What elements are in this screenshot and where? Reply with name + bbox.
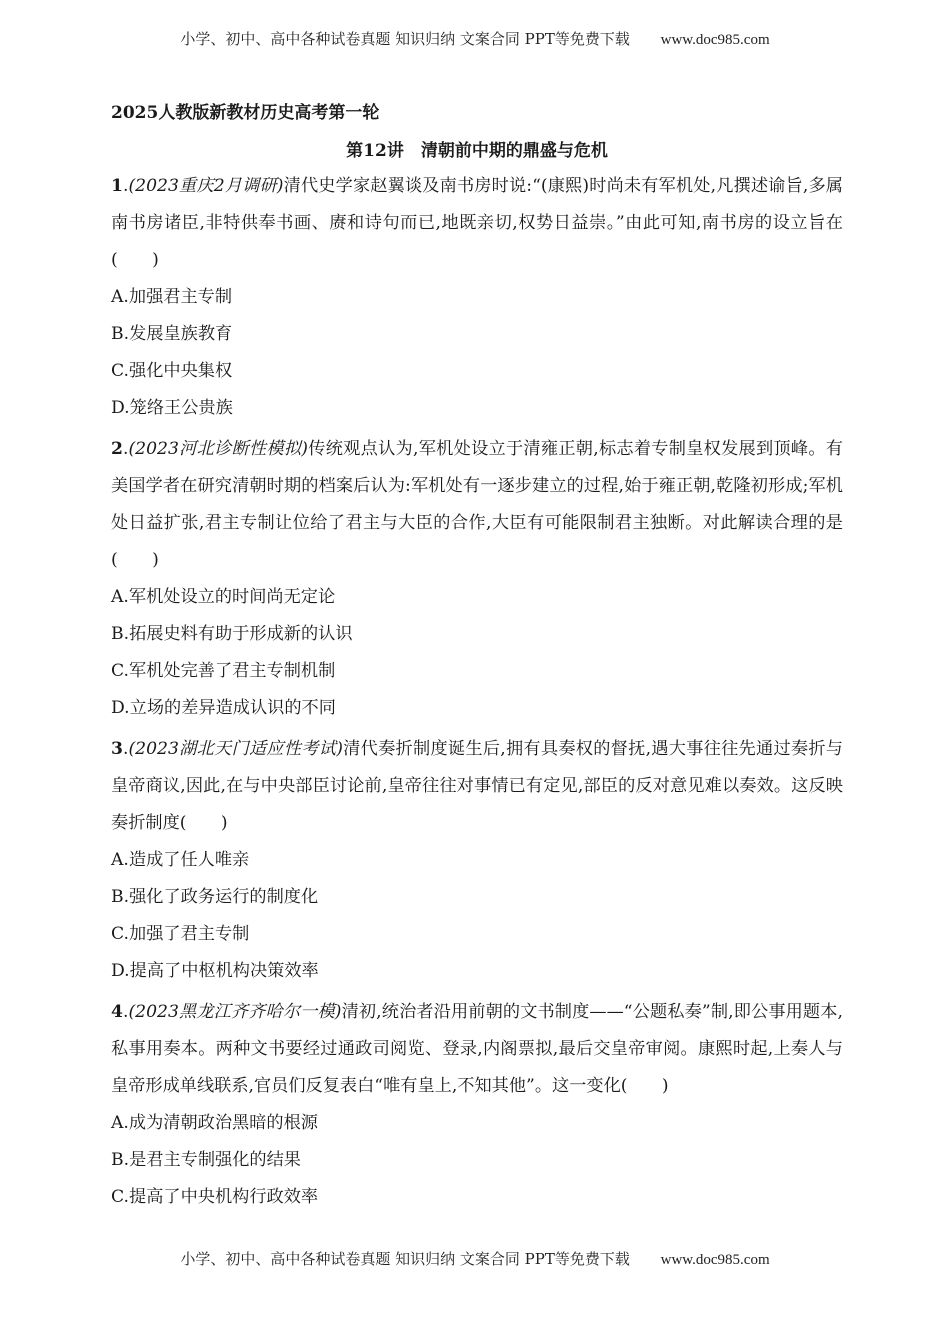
- question-source: (2023湖北天门适应性考试): [128, 739, 343, 759]
- question-stem: 3.(2023湖北天门适应性考试)清代奏折制度诞生后,拥有具奏权的督抚,遇大事往往先通过奏折与皇帝商议,因此,在与中央部臣讨论前,皇帝往往对事情已有定见,部臣的反对意见难以奏效。这反映奏折制度( ): [111, 739, 843, 833]
- question-number: 4: [111, 1002, 123, 1022]
- option-c: C.加强了君主专制: [111, 924, 250, 944]
- question-2: [111, 431, 843, 727]
- option-a: A.军机处设立的时间尚无定论: [111, 587, 336, 607]
- question-4: [111, 994, 843, 1216]
- page-footer: [0, 1248, 950, 1269]
- question-source: (2023重庆2月调研): [128, 176, 284, 196]
- option-d: D.笼络王公贵族: [111, 398, 233, 418]
- question-stem: 4.(2023黑龙江齐齐哈尔一模)清初,统治者沿用前朝的文书制度——“公题私奏”制,即公事用题本,私事用奏本。两种文书要经过通政司阅览、登录,内阁票拟,最后交皇帝审阅。康熙时起,上奏人与皇帝形成单线联系,官员们反复表白“唯有皇上,不知其他”。这一变化( ): [111, 1002, 843, 1096]
- question-stem: 2.(2023河北诊断性模拟)传统观点认为,军机处设立于清雍正朝,标志着专制皇权发展到顶峰。有美国学者在研究清朝时期的档案后认为:军机处有一逐步建立的过程,始于雍正朝,乾隆初形成;军机处日益扩张,君主专制让位给了君主与大臣的合作,大臣有可能限制君主独断。对此解读合理的是( ): [111, 439, 843, 570]
- question-text: 清初,统治者沿用前朝的文书制度——“公题私奏”制,即公事用题本,私事用奏本。两种文书要经过通政司阅览、登录,内阁票拟,最后交皇帝审阅。康熙时起,上奏人与皇帝形成单线联系,官员们反复表白“唯有皇上,不知其他”。这一变化( ): [111, 1002, 843, 1096]
- document-body: [111, 100, 843, 1216]
- header-text: 小学、初中、高中各种试卷真题 知识归纳 文案合同 PPT等免费下载: [180, 30, 630, 48]
- question-text: 清代奏折制度诞生后,拥有具奏权的督抚,遇大事往往先通过奏折与皇帝商议,因此,在与中央部臣讨论前,皇帝往往对事情已有定见,部臣的反对意见难以奏效。这反映奏折制度( ): [111, 739, 843, 833]
- doc-title: 2025人教版新教材历史高考第一轮: [111, 103, 380, 123]
- question-1: [111, 168, 843, 427]
- option-b: B.强化了政务运行的制度化: [111, 887, 319, 907]
- question-text: 清代史学家赵翼谈及南书房时说:“(康熙)时尚未有军机处,凡撰述谕旨,多属南书房诸臣,非特供奉书画、赓和诗句而已,地既亲切,权势日益崇。”由此可知,南书房的设立旨在( ): [111, 176, 843, 270]
- question-3: [111, 731, 843, 990]
- option-c: C.提高了中央机构行政效率: [111, 1187, 319, 1207]
- lesson-title: 第12讲 清朝前中期的鼎盛与危机: [346, 141, 608, 161]
- option-a: A.成为清朝政治黑暗的根源: [111, 1113, 318, 1133]
- question-stem: 1.(2023重庆2月调研)清代史学家赵翼谈及南书房时说:“(康熙)时尚未有军机处,凡撰述谕旨,多属南书房诸臣,非特供奉书画、赓和诗句而已,地既亲切,权势日益崇。”由此可知,南书房的设立旨在( ): [111, 176, 843, 270]
- question-text: 传统观点认为,军机处设立于清雍正朝,标志着专制皇权发展到顶峰。有美国学者在研究清朝时期的档案后认为:军机处有一逐步建立的过程,始于雍正朝,乾隆初形成;军机处日益扩张,君主专制让位给了君主与大臣的合作,大臣有可能限制君主独断。对此解读合理的是( ): [111, 439, 843, 570]
- option-a: A.加强君主专制: [111, 287, 233, 307]
- option-c: C.强化中央集权: [111, 361, 233, 381]
- question-number: 1: [111, 176, 123, 196]
- option-a: A.造成了任人唯亲: [111, 850, 250, 870]
- option-b: B.是君主专制强化的结果: [111, 1150, 301, 1170]
- footer-text: 小学、初中、高中各种试卷真题 知识归纳 文案合同 PPT等免费下载: [180, 1250, 630, 1268]
- footer-site: www.doc985.com: [660, 1252, 770, 1268]
- option-c: C.军机处完善了君主专制机制: [111, 661, 336, 681]
- option-d: D.提高了中枢机构决策效率: [111, 961, 319, 981]
- option-b: B.拓展史料有助于形成新的认识: [111, 624, 353, 644]
- question-number: 2: [111, 439, 123, 459]
- page-header: [0, 28, 950, 49]
- option-d: D.立场的差异造成认识的不同: [111, 698, 336, 718]
- question-number: 3: [111, 739, 123, 759]
- option-b: B.发展皇族教育: [111, 324, 233, 344]
- question-source: (2023河北诊断性模拟): [128, 439, 309, 459]
- header-site: www.doc985.com: [660, 32, 770, 48]
- question-source: (2023黑龙江齐齐哈尔一模): [128, 1002, 342, 1022]
